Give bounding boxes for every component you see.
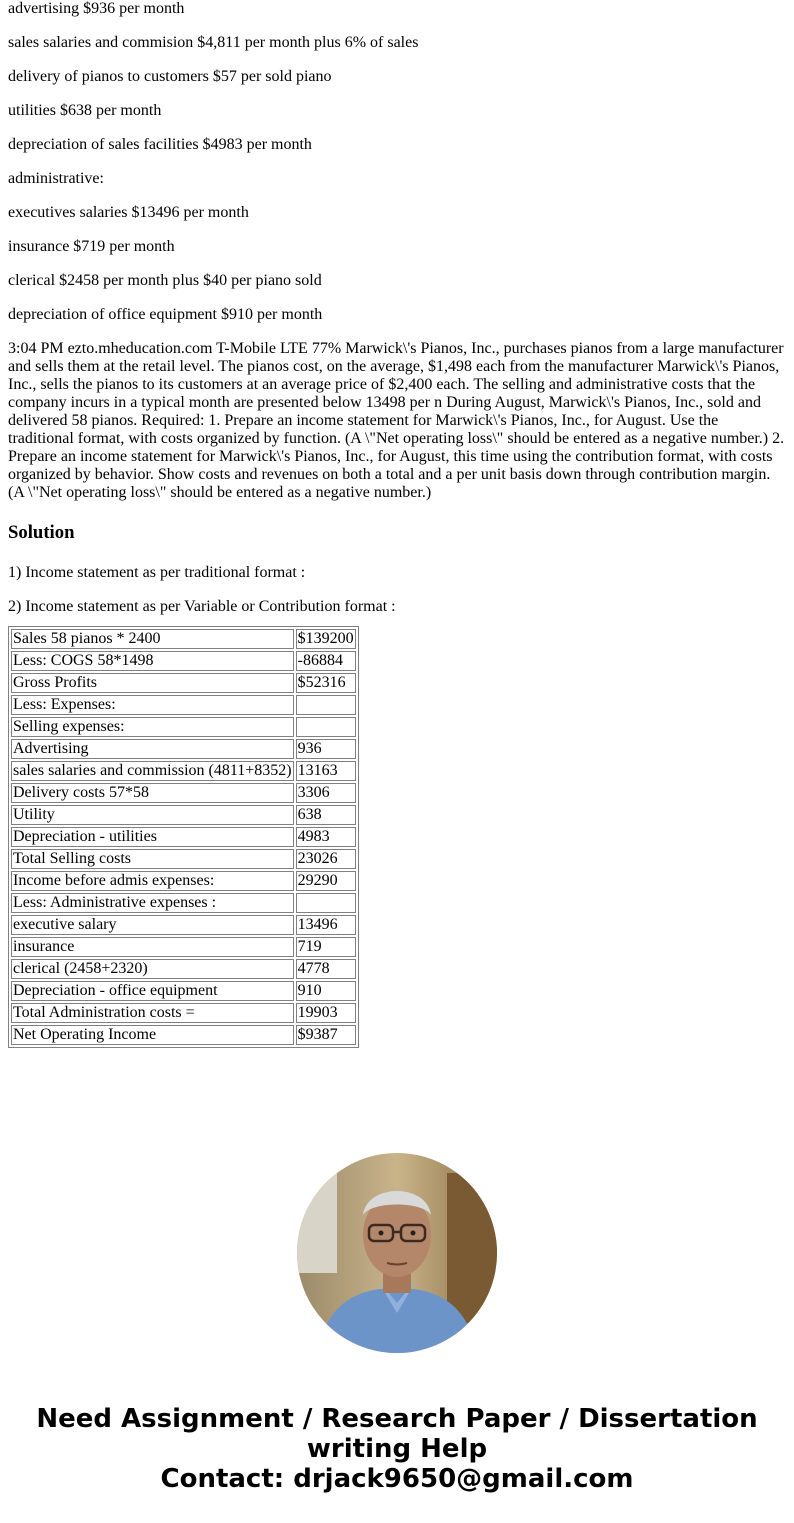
table-row bbox=[11, 739, 356, 759]
portrait-image bbox=[297, 1153, 497, 1353]
question-line: utilities $638 per month bbox=[8, 102, 162, 119]
row-label: Depreciation - office equipment bbox=[11, 981, 294, 1001]
row-value: $9387 bbox=[296, 1025, 356, 1045]
row-label: Income before admis expenses: bbox=[11, 871, 294, 891]
problem-statement: 3:04 PM ezto.mheducation.com T-Mobile LTE 77% Marwick\'s Pianos, Inc., purchases pianos from a large manufacturer and sells them at the retail level. The pianos cost, on the average, $1,498 each from the manufacturer Marwick\'s Pianos, Inc., sells the pianos to its customers at an average price of $2,400 each. The selling and administrative costs that the company incurs in a typical month are presented below 13498 per n During August, Marwick\'s Pianos, Inc., sold and delivered 58 pianos. Required: 1. Prepare an income statement for Marwick\'s Pianos, Inc., for August. Use the traditional format, with costs organized by function. (A \"Net operating loss\" should be entered as a negative number.) 2. Prepare an income statement for Marwick\'s Pianos, Inc., for August, this time using the contribution format, with costs organized by behavior. Show costs and revenues on both a total and a per unit basis down through contribution margin. (A \"Net operating loss\" should be entered as a negative number.) bbox=[8, 340, 785, 501]
row-label: Less: Administrative expenses : bbox=[11, 893, 294, 913]
row-value: 4983 bbox=[296, 827, 356, 847]
question-line: executives salaries $13496 per month bbox=[8, 204, 249, 221]
income-statement-table bbox=[8, 626, 359, 1048]
row-label: Delivery costs 57*58 bbox=[11, 783, 294, 803]
question-line: delivery of pianos to customers $57 per sold piano bbox=[8, 68, 332, 85]
author-photo bbox=[297, 1153, 497, 1353]
row-value bbox=[296, 717, 356, 737]
table-row bbox=[11, 651, 356, 671]
table-row bbox=[11, 629, 356, 649]
row-value: -86884 bbox=[296, 651, 356, 671]
row-value: 13496 bbox=[296, 915, 356, 935]
row-value: 4778 bbox=[296, 959, 356, 979]
row-value: 719 bbox=[296, 937, 356, 957]
footer-banner bbox=[0, 1404, 794, 1494]
row-label: Less: COGS 58*1498 bbox=[11, 651, 294, 671]
row-label: clerical (2458+2320) bbox=[11, 959, 294, 979]
row-label: Sales 58 pianos * 2400 bbox=[11, 629, 294, 649]
table-row bbox=[11, 761, 356, 781]
table-row bbox=[11, 871, 356, 891]
row-value: 19903 bbox=[296, 1003, 356, 1023]
table-row bbox=[11, 1003, 356, 1023]
row-value: 910 bbox=[296, 981, 356, 1001]
question-line: insurance $719 per month bbox=[8, 238, 175, 255]
row-label: Total Administration costs = bbox=[11, 1003, 294, 1023]
question-line: sales salaries and commision $4,811 per month plus 6% of sales bbox=[8, 34, 419, 51]
row-value: $52316 bbox=[296, 673, 356, 693]
table-row bbox=[11, 695, 356, 715]
row-label: sales salaries and commission (4811+8352) bbox=[13, 762, 292, 779]
table-row bbox=[11, 805, 356, 825]
row-value: 638 bbox=[296, 805, 356, 825]
question-line: depreciation of sales facilities $4983 per month bbox=[8, 136, 312, 153]
table-row bbox=[11, 959, 356, 979]
row-label: Advertising bbox=[11, 739, 294, 759]
row-label: Utility bbox=[11, 805, 294, 825]
footer-line-2: writing Help bbox=[306, 1434, 488, 1464]
table-row bbox=[11, 1025, 356, 1045]
row-value: 23026 bbox=[296, 849, 356, 869]
question-line: administrative: bbox=[8, 170, 104, 187]
row-value: 29290 bbox=[296, 871, 356, 891]
row-value: 3306 bbox=[296, 783, 356, 803]
row-value bbox=[296, 893, 356, 913]
row-value: 936 bbox=[296, 739, 356, 759]
solution-heading: Solution bbox=[8, 522, 75, 543]
solution-line-1: 1) Income statement as per traditional format : bbox=[8, 564, 306, 581]
row-value: 13163 bbox=[296, 761, 356, 781]
row-label: Gross Profits bbox=[11, 673, 294, 693]
question-line: advertising $936 per month bbox=[8, 0, 185, 17]
row-label: Depreciation - utilities bbox=[11, 827, 294, 847]
row-label: insurance bbox=[11, 937, 294, 957]
question-line: depreciation of office equipment $910 per month bbox=[8, 306, 323, 323]
row-label: executive salary bbox=[11, 915, 294, 935]
row-label: Less: Expenses: bbox=[11, 695, 294, 715]
row-value: $139200 bbox=[297, 630, 354, 647]
table-row bbox=[11, 849, 356, 869]
table-row bbox=[11, 827, 356, 847]
table-row bbox=[11, 893, 356, 913]
footer-contact: Contact: drjack9650@gmail.com bbox=[160, 1464, 634, 1494]
row-label: Selling expenses: bbox=[11, 717, 294, 737]
table-row bbox=[11, 981, 356, 1001]
table-row bbox=[11, 717, 356, 737]
question-line: clerical $2458 per month plus $40 per piano sold bbox=[8, 272, 322, 289]
row-label: Net Operating Income bbox=[11, 1025, 294, 1045]
row-value bbox=[296, 695, 356, 715]
table-row bbox=[11, 915, 356, 935]
solution-line-2: 2) Income statement as per Variable or Contribution format : bbox=[8, 598, 396, 615]
table-row bbox=[11, 783, 356, 803]
table-row bbox=[11, 937, 356, 957]
row-label: Total Selling costs bbox=[11, 849, 294, 869]
footer-line-1: Need Assignment / Research Paper / Dissertation bbox=[36, 1404, 758, 1434]
table-row bbox=[11, 673, 356, 693]
